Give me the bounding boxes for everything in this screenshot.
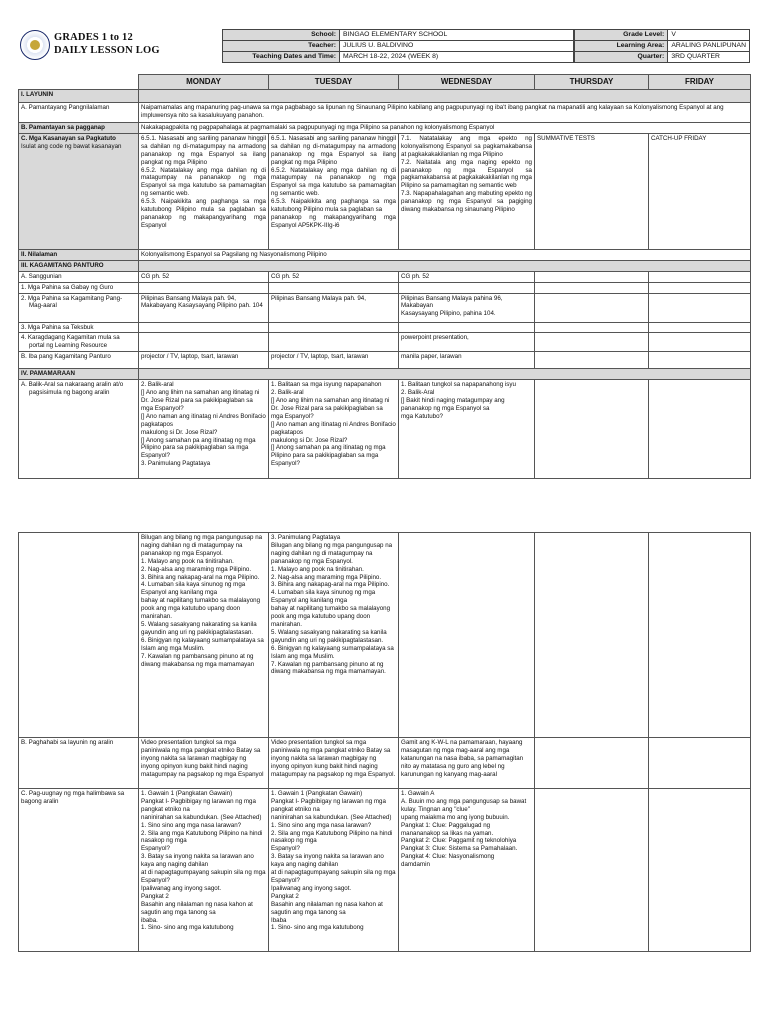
row-c-label — [19, 133, 139, 249]
cont-tue-line: 5. Walang sasakyang nakarating sa kanila gayundin ang uri ng pakikipagtalastasan. — [271, 628, 387, 644]
day-thursday: THURSDAY — [535, 75, 649, 90]
gabay-label: 1. Mga Pahina sa Gabay ng Guro — [19, 282, 139, 293]
row-a-text: Naipamamalas ang mapanuring pag-unawa sa mga pagbabago sa lipunan ng Sinaunang Pilipino kabilang ang pagpupunyagi ng iba't ibang pangkat na mapanatili ang kalayaan sa Kolonyalismong Espanyol at ang impluwensya nito sa kasalukuyang panahon. — [139, 103, 751, 123]
pa-tue-line: makulong si Dr. Jose Rizal? — [271, 436, 348, 444]
iba-pang-monday: projector / TV, laptop, tsart, larawan — [139, 352, 269, 369]
cont-tue-line: 1. Malayo ang pook na tinitirahan. — [271, 565, 364, 573]
pc-tue-line: naninirahan sa kabundukan. (See Attached) — [271, 813, 392, 821]
c-mon-line: 6.5.1. Nasasabi ang sariling pananaw hinggil sa dahilan ng di-matagumpay na armadong pananakop ng mga Espanyol sa ilang pangkat ng mga Pilipino — [141, 134, 266, 166]
paghahabi-label: B. Paghahabi sa layunin ng aralin — [19, 738, 139, 789]
pc-mon-line: 2. Sila ang mga Katutubong Pilipino na hindi nasakop ng mga — [141, 829, 263, 845]
kagamitang-label — [19, 293, 139, 322]
row-c-tuesday — [269, 133, 399, 249]
c-wed-line: 7.3. Napapahalagahan ang mabuting epekto ng pananakop ng mga Espanyol sa pagiging diwang makabansa ng sinaunang Pilipino — [401, 190, 532, 214]
lesson-log-table-page-1 — [18, 74, 751, 479]
section-layunin — [19, 90, 751, 103]
cont-tue-line: 4. Lumaban sila kaya sinunog ng mga Espanyol ang kanilang mga — [271, 589, 376, 605]
r2-mon-line: Pilipinas Bansang Malaya pah. 94, — [141, 294, 236, 302]
corner-cell — [19, 75, 139, 90]
c-tue-line: pananakop ng makapangyarihang mga Espanyol AP5KPK-IIIg-i6 — [271, 213, 396, 229]
pag-uugnay-label-2: bagong aralin — [21, 797, 59, 805]
row-c-wednesday — [399, 133, 535, 249]
pc-mon-line: 1. Sino- sino ang mga katutubong — [141, 924, 234, 932]
row-a-label: A. Pamantayang Pangnilalaman — [19, 103, 139, 123]
kagamitang-monday — [139, 293, 269, 322]
row-pag-uugnay — [19, 789, 751, 952]
day-tuesday: TUESDAY — [269, 75, 399, 90]
pc-mon-line: ibaba. — [141, 916, 158, 924]
row-iba-pang-kagamitan — [19, 352, 751, 369]
pc-mon-line: Espanyol? — [141, 845, 170, 853]
c-mon-line: 6.5.3. Naipakikita ang paghanga sa mga katutubong Pilipino mula sa paglaban sa pananakop ng makapangyarihang mga Espanyol — [141, 198, 266, 229]
cont-tue-line: bahay at napilitang tumakbo sa malalayong pook ang mga katutubo upang doon manirahan. — [271, 605, 391, 628]
kagamitang-label-1: 2. Mga Pahina sa Kagamitang Pang- — [21, 294, 123, 302]
pa-wed-line: 2. Balik-Aral — [401, 389, 435, 397]
pc-tue-line: Espanyol? — [271, 845, 300, 853]
row-c-monday — [139, 133, 269, 249]
row-balik-aral-continued — [19, 533, 751, 738]
title-line-1: GRADES 1 to 12 — [54, 32, 133, 43]
cont-mon-line: 7. Kawalan ng pambansang pinuno at ng diwang makabansa ng mga mamamayan — [141, 652, 255, 668]
pa-wed-line: 1. Balitaan tungkol sa napapanahong isyu — [401, 381, 516, 389]
pag-uugnay-monday — [139, 789, 269, 952]
kagamitang-label-2: Mag-aaral — [29, 302, 57, 310]
row-kasanayan — [19, 133, 751, 249]
karagdagang-label — [19, 333, 139, 352]
row-gabay-ng-guro — [19, 282, 751, 293]
c-wed-line: 7.2. Naitatala ang mga naging epekto ng pananakop ng mga Espanyol sa pagkamakabansa at pagkakakakilanlan ng mga Pilipino sa pamamagitan ng semantic web — [401, 158, 532, 190]
row-c-label-1: C. Mga Kasanayan sa Pagkatuto — [21, 134, 116, 142]
balik-aral-monday — [139, 380, 269, 479]
section-layunin-label: I. LAYUNIN — [19, 90, 139, 103]
pc-wed-line: 1. Gawain A — [401, 790, 435, 797]
pc-tue-line: 2. Sila ang mga Katutubong Pilipino na hindi nasakop ng mga — [271, 829, 393, 845]
school-value: BINGAO ELEMENTARY SCHOOL — [340, 30, 574, 41]
pag-uugnay-label — [19, 789, 139, 952]
pa-mon-line: [] Ano naman ang itinatag ni Andres Bonifacio pagkatapos — [141, 412, 266, 428]
row-paghahabi — [19, 738, 751, 789]
row-c-label-2: Isulat ang code ng bawat kasanayan — [21, 142, 122, 150]
header — [18, 28, 750, 68]
c-mon-line: 6.5.2. Natatalakay ang mga dahilan ng di matagumpay na pananakop ng mga Espanyol sa mga katutubo sa pamamagitan ng semantic web. — [141, 166, 266, 198]
cont-tue-line: 3. Panimulang Pagtataya — [271, 534, 341, 541]
area-value: ARALING PANLIPUNAN — [668, 41, 750, 52]
cont-mon-line: bahay at napilitang tumakbo sa malalayong pook ang mga katutubo upang doon manirahan. — [141, 597, 261, 621]
pc-tue-line: at di napagtagumpayang sakupin sila ng mga Espanyol? — [271, 869, 396, 884]
c-tue-line: 6.5.2. Natatalakay ang mga dahilan ng di matagumpay na pananakop ng mga Espanyol sa mga katutubo sa pamamagitan ng semantic web. — [271, 166, 396, 198]
balik-aral-tuesday — [269, 380, 399, 479]
pc-wed-line: manananakop sa likas na yaman. — [401, 829, 494, 837]
balik-aral-monday-continued — [139, 533, 269, 738]
row-b-label: B. Pamantayan sa pagganap — [19, 123, 139, 134]
section-pamamaraan-label: IV. PAMAMARAAN — [19, 369, 139, 380]
row-b-text: Nakakapagpakita ng pagpapahalaga at pagmamalaki sa pagpupunyagi ng mga Pilipino sa panahon ng kolonyalismong Espanyol — [139, 123, 751, 134]
sanggunian-wednesday: CG ph. 52 — [399, 271, 535, 282]
lesson-log-table-page-2 — [18, 532, 751, 952]
info-table-right — [574, 29, 750, 63]
day-friday: FRIDAY — [649, 75, 751, 90]
kagamitang-wednesday — [399, 293, 535, 322]
cont-mon-line: 2. Nag-alsa ang maraming mga Pilipino. — [141, 565, 252, 573]
karagdagang-wednesday: powerpoint presentation, — [399, 333, 535, 352]
row-pamantayang-pangnilalaman — [19, 103, 751, 123]
pa-tue-line: [] Anong samahan pa ang itinatag ng mga Pilipino para sa pakikipaglaban sa mga Espanyol? — [271, 444, 386, 468]
row-balik-aral — [19, 380, 751, 479]
pc-wed-line: Pangkat 3: Clue: Sistema sa Pamahalaan. — [401, 845, 518, 853]
title-line-2: DAILY LESSON LOG — [54, 45, 160, 56]
pc-wed-line: Pangkat 1: Clue: Paggalugad ng — [401, 821, 491, 829]
school-label: School: — [223, 30, 340, 41]
teacher-label: Teacher: — [223, 41, 340, 52]
karagdagang-label-1: 4. Karagdagang Kagamitan mula sa — [21, 334, 120, 342]
pa-mon-line: 2. Balik-aral — [141, 381, 174, 389]
r2-wed-line: Makabayan — [401, 302, 433, 310]
row-kagamitang-pang-mag-aaral — [19, 293, 751, 322]
row-pamantayan-sa-pagganap — [19, 123, 751, 134]
cont-mon-line: 5. Walang sasakyang nakarating sa kanila gayundin ang uri ng pakikipagtalastasan. — [141, 620, 257, 636]
sanggunian-monday: CG ph. 52 — [139, 271, 269, 282]
cont-tue-line: 2. Nag-alsa ang maraming mga Pilipino. — [271, 573, 382, 581]
balik-aral-label-1: A. Balik-Aral sa nakaraang aralin at/o — [21, 381, 124, 389]
c-tue-line: 6.5.3. Naipakikita ang paghanga sa mga katutubong Pilipino mula sa paglaban sa — [271, 198, 396, 214]
sanggunian-tuesday: CG ph. 52 — [269, 271, 399, 282]
pc-mon-line: Pangkat 2 — [141, 892, 169, 900]
teacher-value: JULIUS U. BALDIVINO — [340, 41, 574, 52]
pc-wed-line: upang maiakma mo ang iyong bubuuin. — [401, 813, 510, 821]
pa-mon-line: [] Ano ang lihim na samahan ang itinatag ni Dr. Jose Rizal para sa pakikipaglaban sa mga Espanyol? — [141, 389, 260, 412]
teksbuk-label: 3. Mga Pahina sa Teksbuk — [19, 322, 139, 333]
cont-tue-line: Bilugan ang bilang ng mga pangungusap na naging dahilan ng di matagumpay na pananakop ng mga Espanyol. — [271, 541, 393, 565]
row-teksbuk — [19, 322, 751, 333]
cont-mon-line: 3. Bihira ang nakapag-aral na mga Pilipino. — [141, 573, 260, 581]
pc-mon-line: Pangkat I- Pagbibigay ng larawan ng mga pangkat etniko na — [141, 797, 256, 813]
deped-seal-logo — [20, 30, 50, 60]
pa-tue-line: [] Ano naman ang itinatag ni Andres Bonifacio pagkatapos — [271, 420, 396, 436]
grade-value: V — [668, 30, 750, 41]
document-title — [54, 31, 160, 57]
pag-uugnay-wednesday — [399, 789, 535, 952]
pc-tue-line: 3. Batay sa inyong nakita sa larawan ano kaya ang naging dahilan — [271, 853, 384, 869]
cont-mon-line: 1. Malayo ang pook na tinitirahan. — [141, 557, 234, 565]
pa-tue-line: 2. Balik-aral — [271, 389, 304, 397]
row-c-friday: CATCH-UP FRIDAY — [649, 133, 751, 249]
row-karagdagang-kagamitan — [19, 333, 751, 352]
r2-wed-line: Kasaysayang Pilipino, pahina 104. — [401, 310, 496, 318]
pc-mon-line: Ipaliwanag ang inyong sagot. — [141, 884, 222, 892]
paghahabi-monday: Video presentation tungkol sa mga paniniwala ng mga pangkat etniko Batay sa inyong nakita sa larawan magbigay ng inyong opinyon kung bakit hindi naging matagumpay na pagsakop ng mga Espanyol — [139, 738, 269, 789]
balik-aral-tuesday-continued — [269, 533, 399, 738]
pc-tue-line: Pangkat I- Pagbibigay ng larawan ng mga pangkat etniko na — [271, 797, 386, 813]
area-label: Learning Area: — [575, 41, 668, 52]
kagamitang-tuesday: Pilipinas Bansang Malaya pah. 94, — [269, 293, 399, 322]
row-nilalaman — [19, 249, 751, 260]
balik-aral-label — [19, 380, 139, 479]
row-sanggunian — [19, 271, 751, 282]
pa-mon-line: 3. Panimulang Pagtataya — [141, 460, 211, 468]
row-c-thursday: SUMMATIVE TESTS — [535, 133, 649, 249]
pc-mon-line: 3. Batay sa inyong nakita sa larawan ano kaya ang naging dahilan — [141, 853, 254, 869]
pc-wed-line: A. Buuin mo ang mga pangungusap sa bawat kulay. Tingnan ang "clue" — [401, 797, 527, 813]
iba-pang-tuesday: projector / TV, laptop, tsart, larawan — [269, 352, 399, 369]
pc-wed-line: damdamin — [401, 861, 430, 869]
pc-tue-line: 1. Sino sino ang mga nasa larawan? — [271, 821, 372, 829]
section-pamamaraan — [19, 369, 751, 380]
section-nilalaman-label: II. Nilalaman — [19, 249, 139, 260]
karagdagang-label-2: portal ng Learning Resource — [29, 342, 108, 350]
pc-wed-line: Pangkat 2: Clue: Paggamit ng teknolohiya — [401, 837, 517, 845]
r2-mon-line: Makabayang Kasaysayang Pilipino pah. 104 — [141, 302, 263, 310]
pa-mon-line: makulong si Dr. Jose Rizal? — [141, 428, 218, 436]
sanggunian-label: A. Sanggunian — [19, 271, 139, 282]
cont-tue-line: 6. Binigyan ng kalayaang sumampalataya sa Islam ang mga Muslim. — [271, 644, 394, 660]
quarter-label: Quarter: — [575, 52, 668, 63]
pa-wed-line: [] Bakit hindi naging matagumpay ang pananakop ng mga Espanyol sa — [401, 396, 505, 412]
iba-pang-wednesday: manila paper, larawan — [399, 352, 535, 369]
section-kagamitan — [19, 260, 751, 271]
pag-uugnay-tuesday — [269, 789, 399, 952]
pa-wed-line: mga Katutubo? — [401, 412, 443, 420]
balik-aral-wednesday — [399, 380, 535, 479]
pc-wed-line: Pangkat 4: Clue: Nasyonalismong — [401, 853, 495, 861]
day-header-row — [19, 75, 751, 90]
iba-pang-label: B. Iba pang Kagamitang Panturo — [19, 352, 139, 369]
pa-mon-line: [] Anong samahan pa ang itinatag ng mga Pilipino para sa pakikipaglaban sa mga Espanyol? — [141, 436, 256, 460]
pc-mon-line: 1. Sino sino ang mga nasa larawan? — [141, 821, 242, 829]
balik-aral-label-2: pagsisimula ng bagong aralin — [29, 389, 110, 397]
pa-tue-line: [] Ano ang lihim na samahan ang itinatag ni Dr. Jose Rizal para sa pakikipaglaban sa mga Espanyol? — [271, 396, 390, 420]
pc-mon-line: Basahin ang nilalaman ng nasa kahon at sagutin ang mga tanong sa — [141, 900, 253, 916]
pc-mon-line: at di napagtagumpayang sakupin sila ng mga Espanyol? — [141, 869, 266, 884]
quarter-value: 3RD QUARTER — [668, 52, 750, 63]
cont-tue-line: 7. Kawalan ng pambansang pinuno at ng diwang makabansa ng mga mamamayan. — [271, 660, 386, 676]
pc-tue-line: Ibaba — [271, 916, 287, 924]
section-kagamitan-label: III. KAGAMITANG PANTURO — [19, 260, 139, 271]
pc-tue-line: Ipaliwanag ang inyong sagot. — [271, 884, 352, 892]
grade-label: Grade Level: — [575, 30, 668, 41]
dates-label: Teaching Dates and Time: — [223, 52, 340, 63]
day-wednesday: WEDNESDAY — [399, 75, 535, 90]
pc-tue-line: 1. Sino- sino ang mga katutubong — [271, 924, 364, 932]
cont-mon-line: Bilugan ang bilang ng mga pangungusap na naging dahilan ng di matagumpay na pananakop ng mga Espanyol. — [141, 534, 263, 557]
day-monday: MONDAY — [139, 75, 269, 90]
cont-mon-line: 6. Binigyan ng kalayaang sumampalataya sa Islam ang mga Muslim. — [141, 636, 264, 652]
info-table-left — [222, 29, 574, 63]
paghahabi-wednesday: Gamit ang K-W-L na pamamaraan, hayaang masagutan ng mga mag-aaral ang mga katanungan na nasa ibaba, sa pamamagitan nito ay matatasa ng guro ang lebel ng karunungan ng kanyang mag-aaral — [399, 738, 535, 789]
pc-tue-line: Basahin ang nilalaman ng nasa kahon at sagutin ang mga tanong sa — [271, 900, 383, 916]
paghahabi-tuesday: Video presentation tungkol sa mga paniniwala ng mga pangkat etniko Batay sa inyong nakita sa larawan magbigay ng inyong opinyon kung bakit hindi naging matagumpay na pagsakop ng mga Espanyol. — [269, 738, 399, 789]
c-tue-line: 6.5.1. Nasasabi ang sariling pananaw hinggil sa dahilan ng di-matagumpay na armadong pananakop ng mga Espanyol sa ilang pangkat ng mga Pilipino — [271, 134, 396, 166]
pc-mon-line: naninirahan sa kabundukan. (See Attached) — [141, 813, 262, 821]
pc-mon-line: 1. Gawain 1 (Pangkatan Gawain) — [141, 790, 233, 797]
c-wed-line: 7.1. Natatalakay ang mga epekto ng kolonyalismong Espanyol sa pagkamakabansa at pagkakakakilanlan ng mga Pilipino — [401, 134, 532, 158]
pa-tue-line: 1. Balitaan sa mga isyung napapanahon — [271, 381, 382, 389]
cont-mon-line: 4. Lumaban sila kaya sinunog ng mga Espanyol ang kanilang mga — [141, 581, 246, 597]
nilalaman-text: Kolonyalismong Espanyol sa Pagsilang ng Nasyonalismong Pilipino — [139, 249, 751, 260]
cont-tue-line: 3. Bihira ang nakapag-aral na mga Pilipino. — [271, 581, 390, 589]
r2-wed-line: Pilipinas Bansang Malaya pahina 96, — [401, 294, 503, 302]
pag-uugnay-label-1: C. Pag-uugnay ng mga halimbawa sa — [21, 790, 125, 797]
pc-tue-line: 1. Gawain 1 (Pangkatan Gawain) — [271, 790, 363, 797]
dates-value: MARCH 18-22, 2024 (WEEK 8) — [340, 52, 574, 63]
pc-tue-line: Pangkat 2 — [271, 892, 299, 900]
